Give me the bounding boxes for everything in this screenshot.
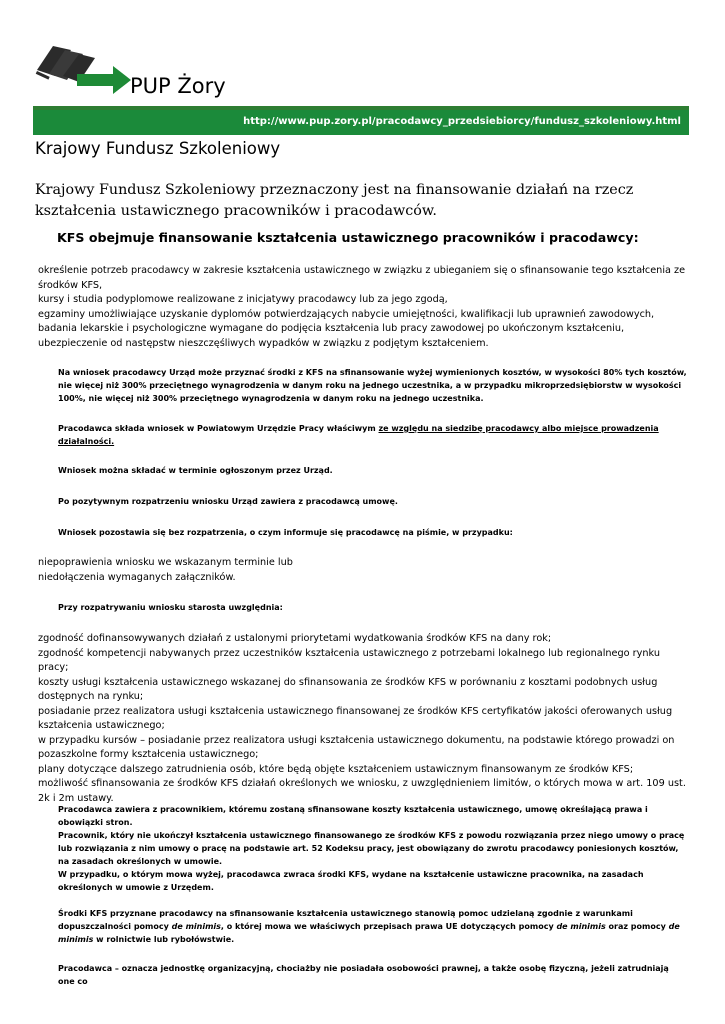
no-review-list [38, 556, 693, 585]
contract-line: Pracodawca zawiera z pracownikiem, któremu zostaną sfinansowane koszty kształcenia ustawicznego, umowę określającą prawa i obowiązki stron. [58, 805, 648, 827]
no-review-paragraph: Wniosek pozostawia się bez rozpatrzenia, o czym informuje się pracodawcę na piśmie, w przypadku: [58, 528, 513, 537]
aid-text: Środki KFS przyznane pracodawcy na sfinansowanie kształcenia ustawicznego stanowią pomoc udzielaną zgodnie z warunkami dopuszczalności pomocy [58, 909, 633, 931]
employer-paragraph: Pracodawca – oznacza jednostkę organizacyjną, chociażby nie posiadała osobowości prawnej, a także osobę fizyczną, jeżeli zatrudniają one co [58, 964, 669, 986]
aid-text: w rolnictwie lub rybołówstwie. [93, 935, 235, 944]
list-item: plany dotyczące dalszego zatrudnienia osób, które będą objęte kształceniem ustawicznym finansowanym ze środków KFS; [38, 763, 634, 775]
contract-paragraph [58, 803, 688, 894]
list-item: zgodność dofinansowywanych działań z ustalonymi priorytetami wydatkowania środków KFS na dany rok; [38, 633, 552, 644]
brand-name: PUP Żory [130, 74, 226, 98]
aid-italic: de minimis [58, 922, 680, 944]
list-item: niedołączenia wymaganych załączników. [38, 571, 236, 583]
list-item: ubezpieczenie od następstw nieszczęśliwych wypadków w związku z podjętym kształceniem. [38, 337, 489, 349]
intro-text: Krajowy Fundusz Szkoleniowy przeznaczony jest na finansowanie działań na rzecz kształcenia ustawicznego pracowników i pracodawców. [35, 182, 634, 219]
list-item: posiadanie przez realizatora usługi kształcenia ustawicznego finansowanej ze środków KFS certyfikatów jakości oferowanych usług kształcenia ustawicznego; [38, 705, 673, 731]
contract-line: W przypadku, o którym mowa wyżej, pracodawca zwraca środki KFS, wydane na kształcenie ustawiczne pracownika, na zasadach określonych w umowie z Urzędem. [58, 870, 644, 892]
list-item: kursy i studia podyplomowe realizowane z inicjatywy pracodawcy lub za jego zgodą, [38, 294, 448, 305]
term-paragraph: Wniosek można składać w terminie ogłoszonym przez Urząd. [58, 466, 333, 475]
aid-italic: de minimis [556, 922, 606, 931]
aid-text: , o której mowa we właściwych przepisach prawa UE dotyczących pomocy [220, 922, 557, 931]
list-item: koszty usługi kształcenia ustawicznego wskazanej do sfinansowania ze środków KFS w porównaniu z kosztami podobnych usług dostępnych na rynku; [38, 676, 658, 702]
section-heading: KFS obejmuje finansowanie kształcenia ustawicznego pracowników i pracodawcy: [57, 230, 639, 245]
kfs-items-list [38, 264, 693, 351]
list-item: w przypadku kursów – posiadanie przez realizatora usługi kształcenia ustawicznego dokumentu, na podstawie którego prowadzi on pozaszkolne formy kształcenia ustawicznego; [38, 734, 675, 760]
list-item: egzaminy umożliwiające uzyskanie dyplomów potwierdzających nabycie umiejętności, kwalifikacji lub uprawnień zawodowych, [38, 308, 655, 320]
list-item: niepoprawienia wniosku we wskazanym terminie lub [38, 557, 293, 568]
page-url-link[interactable]: http://www.pup.zory.pl/pracodawcy_przedsiebiorcy/fundusz_szkoleniowy.html [243, 116, 681, 127]
positive-paragraph: Po pozytywnym rozpatrzeniu wniosku Urząd zawiera z pracodawcą umowę. [58, 497, 398, 506]
pup-logo-icon [33, 40, 133, 100]
list-item: badania lekarskie i psychologiczne wymagane do podjęcia kształcenia lub pracy zawodowej po ukończonym kształceniu, [38, 323, 625, 334]
office-paragraph [58, 422, 688, 448]
aid-paragraph [58, 907, 688, 946]
starosta-paragraph: Przy rozpatrywaniu wniosku starosta uwzględnia: [58, 603, 283, 612]
page-title: Krajowy Fundusz Szkoleniowy [35, 139, 281, 158]
office-text: Pracodawca składa wniosek w Powiatowym Urzędzie Pracy właściwym [58, 424, 379, 433]
starosta-list [38, 632, 693, 806]
funding-paragraph: Na wniosek pracodawcy Urząd może przyznać środki z KFS na sfinansowanie wyżej wymienionych kosztów, w wysokości 80% tych kosztów, nie więcej niż 300% przeciętnego wynagrodzenia w danym roku na jednego uczestnika, a w przypadku mikroprzedsiębiorstw w wysokości 100%, nie więcej niż 300% przeciętnego wynagrodzenia w danym roku na jednego uczestnika. [58, 368, 687, 403]
contract-line: Pracownik, który nie ukończył kształcenia ustawicznego finansowanego ze środków KFS z powodu rozwiązania przez niego umowy o pracę lub rozwiązania z nim umowy o pracę na podstawie art. 52 Kodeksu pracy, jest obowiązany do zwrotu pracodawcy poniesionych kosztów, na zasadach określonych w umowie. [58, 831, 685, 866]
list-item: określenie potrzeb pracodawcy w zakresie kształcenia ustawicznego w związku z ubieganiem się o sfinansowanie tego kształcenia ze środków KFS, [38, 265, 686, 291]
list-item: możliwość sfinansowania ze środków KFS działań określonych we wniosku, z uwzględnieniem limitów, o których mowa w art. 109 ust. 2k i 2m ustawy. [38, 778, 686, 804]
aid-italic: de minimis [171, 922, 221, 931]
url-bar [33, 110, 689, 135]
list-item: zgodność kompetencji nabywanych przez uczestników kształcenia ustawicznego z potrzebami lokalnego lub regionalnego rynku pracy; [38, 647, 660, 673]
office-underlined-text: ze względu na siedzibę pracodawcy albo miejsce prowadzenia działalności. [58, 424, 659, 446]
aid-text: oraz pomocy [605, 922, 669, 931]
